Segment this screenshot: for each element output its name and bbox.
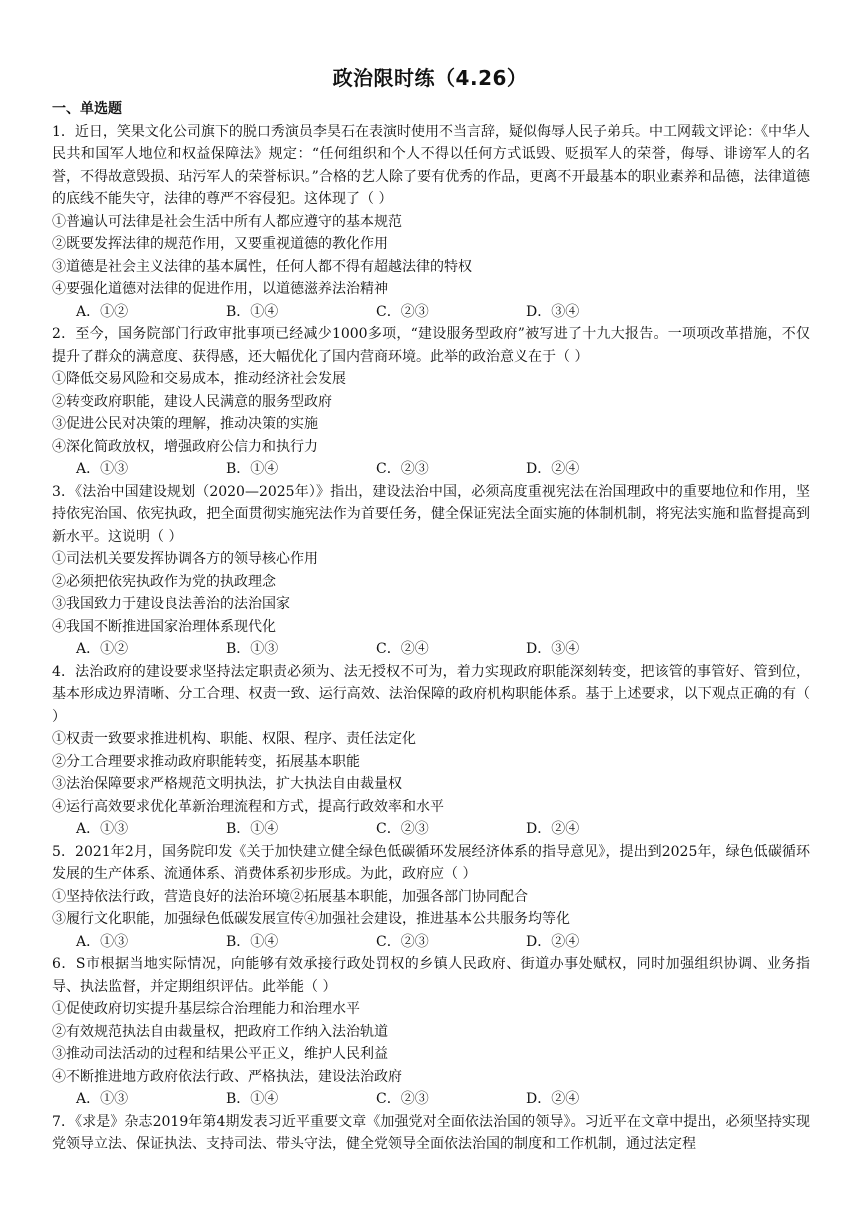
answer-choice[interactable]: C．②④ xyxy=(376,641,429,657)
section-heading: 一、单选题 xyxy=(52,101,122,117)
statement-option: ②有效规范执法自由裁量权，把政府工作纳入法治轨道 xyxy=(52,1023,388,1040)
answer-choice[interactable]: B．①④ xyxy=(226,461,279,477)
question-6 xyxy=(52,953,810,1111)
question-stem: 7．《求是》杂志2019年第4期发表习近平重要文章《加强党对全面依法治国的领导》。习近平在文章中提出，必须坚持实现党领导立法、保证执法、支持司法、带头守法，健全党领导全面依法治国的制度和工作机制，通过法定程 xyxy=(52,1113,810,1152)
question-stem: 5．2021年2月，国务院印发《关于加快建立健全绿色低碳循环发展经济体系的指导意见》，提出到2025年，绿色低碳循环发展的生产体系、流通体系、消费体系初步形成。为此，政府应（ ） xyxy=(52,843,810,882)
statement-option: ②必须把依宪执政作为党的执政理念 xyxy=(52,573,276,590)
statement-option: ②分工合理要求推动政府职能转变，拓展基本职能 xyxy=(52,753,360,770)
question-5 xyxy=(52,841,810,954)
answer-choice[interactable]: B．①④ xyxy=(226,821,279,837)
answer-choices xyxy=(52,931,810,954)
statement-option: ④我国不断推进国家治理体系现代化 xyxy=(52,618,276,635)
statement-option: ①普遍认可法律是社会生活中所有人都应遵守的基本规范 xyxy=(52,213,402,230)
answer-choice[interactable]: D．②④ xyxy=(526,1091,580,1107)
question-3 xyxy=(52,481,810,661)
statement-option: ④深化简政放权，增强政府公信力和执行力 xyxy=(52,438,318,455)
answer-choice[interactable]: C．②③ xyxy=(376,821,429,837)
question-4 xyxy=(52,661,810,841)
statement-option: ③履行文化职能，加强绿色低碳发展宣传④加强社会建设，推进基本公共服务均等化 xyxy=(52,911,570,927)
question-1 xyxy=(52,121,810,324)
answer-choice[interactable]: C．②③ xyxy=(376,303,429,320)
answer-choice[interactable]: C．②③ xyxy=(376,1091,429,1107)
statement-option: ③道德是社会主义法律的基本属性，任何人都不得有超越法律的特权 xyxy=(52,258,472,275)
answer-choice[interactable]: A．①② xyxy=(76,641,129,657)
answer-choices xyxy=(52,818,810,841)
answer-choice[interactable]: A．①② xyxy=(76,303,129,320)
answer-choice[interactable]: A．①③ xyxy=(76,933,129,950)
answer-choice[interactable]: D．②④ xyxy=(526,933,580,950)
statement-option: ①降低交易风险和交易成本，推动经济社会发展 xyxy=(52,371,346,387)
answer-choices xyxy=(52,458,810,481)
question-stem: 6．S市根据当地实际情况，向能够有效承接行政处罚权的乡镇人民政府、街道办事处赋权，同时加强组织协调、业务指导、执法监督，并定期组织评估。此举能（ ） xyxy=(52,956,810,995)
answer-choice[interactable]: B．①④ xyxy=(226,1091,279,1107)
question-stem: 3．《法治中国建设规划（2020—2025年）》指出，建设法治中国，必须高度重视宪法在治国理政中的重要地位和作用，坚持依宪治国、依宪执政，把全面贯彻实施宪法作为首要任务，健全保证宪法全面实施的体制机制，将宪法实施和监督提高到新水平。这说明（ ） xyxy=(52,483,810,545)
statement-option: ④不断推进地方政府依法行政、严格执法，建设法治政府 xyxy=(52,1068,402,1085)
statement-option: ④运行高效要求优化革新治理流程和方式，提高行政效率和水平 xyxy=(52,798,444,815)
statement-option: ②转变政府职能，建设人民满意的服务型政府 xyxy=(52,393,332,410)
statement-option: ①坚持依法行政，营造良好的法治环境②拓展基本职能，加强各部门协同配合 xyxy=(52,888,528,905)
statement-option: ①促使政府切实提升基层综合治理能力和治理水平 xyxy=(52,1001,360,1017)
question-stem: 1．近日，笑果文化公司旗下的脱口秀演员李昊石在表演时使用不当言辞，疑似侮辱人民子弟兵。中工网载文评论：《中华人民共和国军人地位和权益保障法》规定：“任何组织和个人不得以任何方式诋毁、贬损军人的荣誉，侮辱、诽谤军人的名誉，不得故意毁损、玷污军人的荣誉标识。”合格的艺人除了要有优秀的作品，更离不开最基本的职业素养和品德，法律道德的底线不能失守，法律的尊严不容侵犯。这体现了（ ） xyxy=(52,123,810,207)
answer-choice[interactable]: C．②③ xyxy=(376,461,429,477)
statement-option: ①司法机关要发挥协调各方的领导核心作用 xyxy=(52,551,318,567)
question-list xyxy=(52,98,810,1156)
answer-choice[interactable]: D．③④ xyxy=(526,641,580,657)
answer-choice[interactable]: B．①③ xyxy=(226,641,279,657)
statement-option: ③促进公民对决策的理解，推动决策的实施 xyxy=(52,416,318,432)
answer-choice[interactable]: D．③④ xyxy=(526,303,580,320)
answer-choice[interactable]: A．①③ xyxy=(76,461,129,477)
answer-choice[interactable]: A．①③ xyxy=(76,1091,129,1107)
statement-option: ③推动司法活动的过程和结果公平正义，维护人民利益 xyxy=(52,1046,388,1062)
statement-option: ③我国致力于建设良法善治的法治国家 xyxy=(52,596,290,612)
statement-option: ①权责一致要求推进机构、职能、权限、程序、责任法定化 xyxy=(52,731,416,747)
statement-option: ④要强化道德对法律的促进作用，以道德滋养法治精神 xyxy=(52,281,388,297)
statement-option: ②既要发挥法律的规范作用，又要重视道德的教化作用 xyxy=(52,236,388,252)
answer-choice[interactable]: B．①④ xyxy=(226,303,279,320)
statement-option: ③法治保障要求严格规范文明执法，扩大执法自由裁量权 xyxy=(52,776,402,792)
answer-choice[interactable]: D．②④ xyxy=(526,821,580,837)
answer-choices xyxy=(52,1088,810,1111)
answer-choice[interactable]: A．①③ xyxy=(76,821,129,837)
question-7 xyxy=(52,1111,810,1156)
answer-choice[interactable]: C．②③ xyxy=(376,933,429,950)
answer-choice[interactable]: B．①④ xyxy=(226,933,279,950)
answer-choice[interactable]: D．②④ xyxy=(526,461,580,477)
question-stem: 2．至今，国务院部门行政审批事项已经减少1000多项，“建设服务型政府”被写进了十九大报告。一项项改革措施，不仅提升了群众的满意度、获得感，还大幅优化了国内营商环境。此举的政治意义在于（ ） xyxy=(52,326,810,365)
question-stem: 4．法治政府的建设要求坚持法定职责必须为、法无授权不可为，着力实现政府职能深刻转变，把该管的事管好、管到位，基本形成边界清晰、分工合理、权责一致、运行高效、法治保障的政府机构职能体系。基于上述要求，以下观点正确的有（ ） xyxy=(52,663,810,725)
page-title: 政治限时练（4.26） xyxy=(332,66,528,90)
answer-choices xyxy=(52,638,810,661)
answer-choices xyxy=(52,301,810,324)
question-2 xyxy=(52,323,810,481)
